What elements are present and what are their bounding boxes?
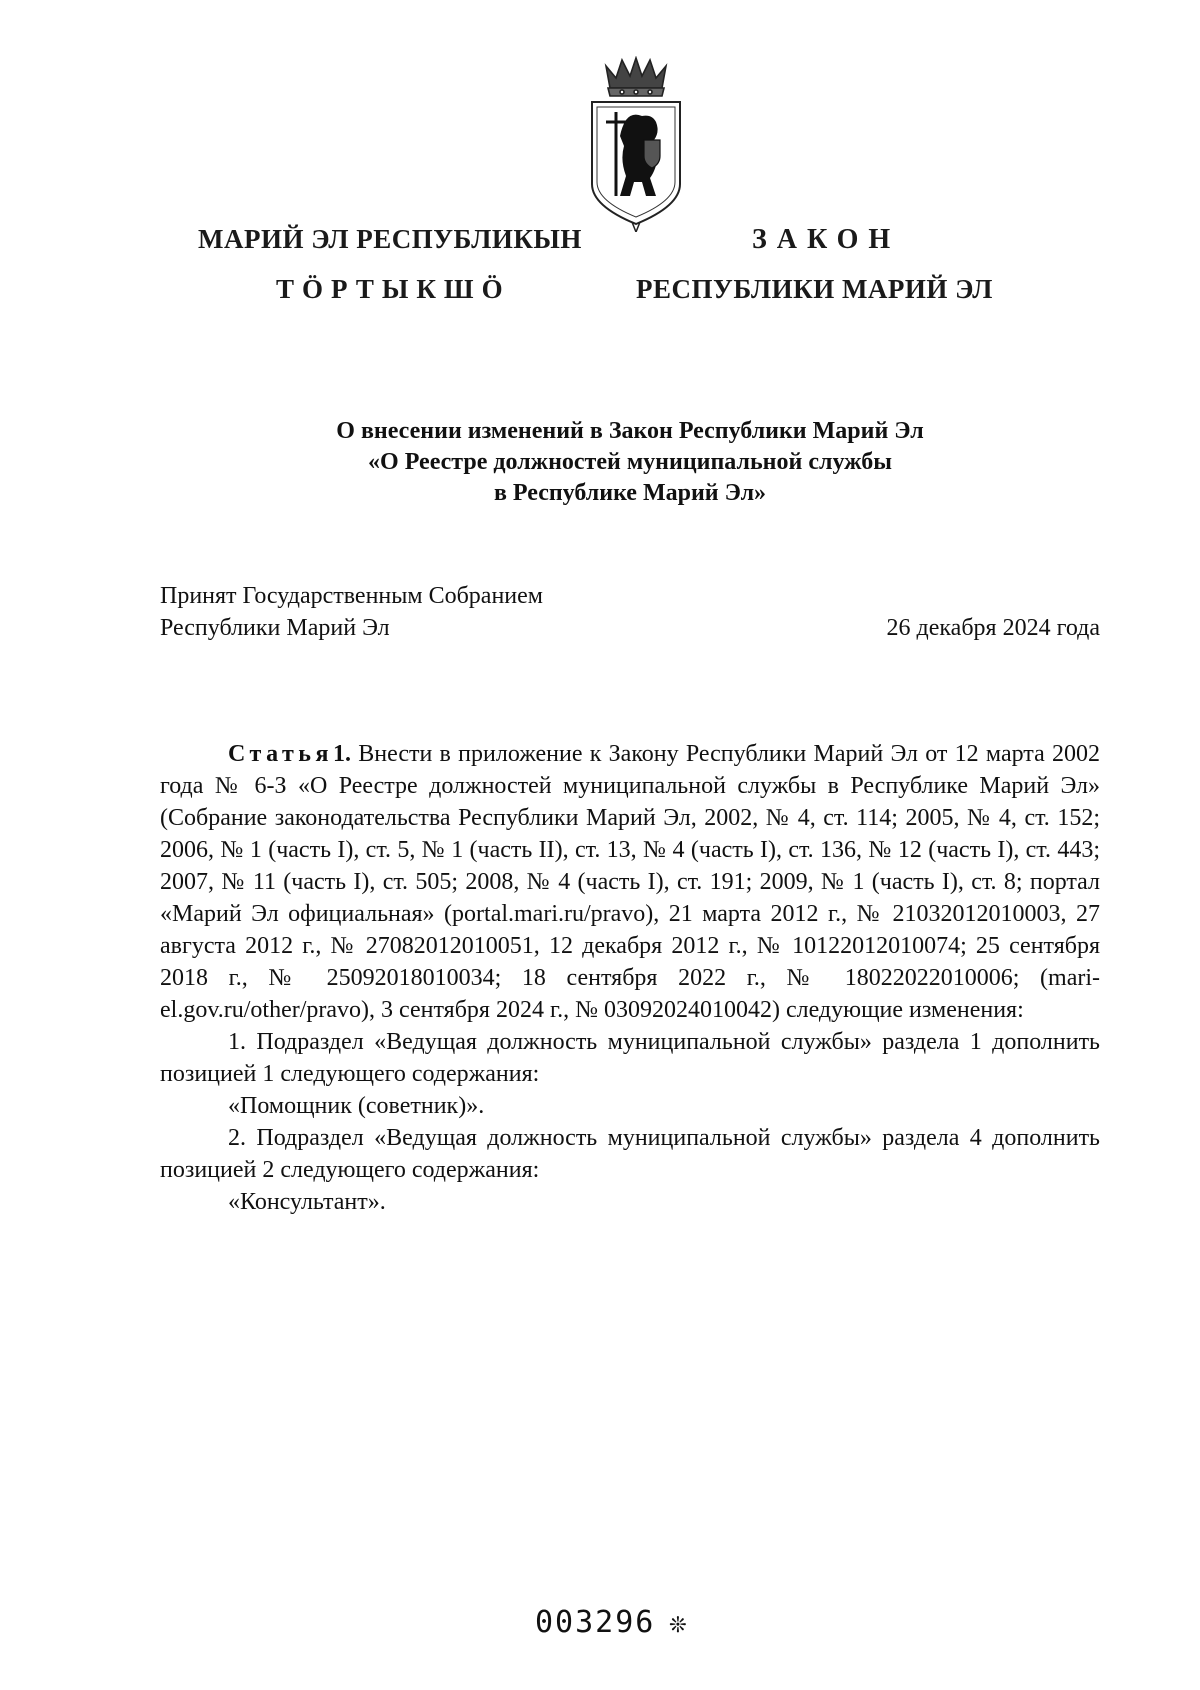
article-label: Статья bbox=[228, 741, 333, 767]
document-body bbox=[160, 738, 1100, 1218]
item-2-quote: «Консультант». bbox=[228, 1189, 386, 1215]
adoption-block bbox=[160, 580, 1100, 644]
article-1-paragraph bbox=[160, 738, 1100, 1026]
header-left-line2: ТӦРТЫКШӦ bbox=[276, 274, 511, 304]
adoption-date: 26 декабря 2024 года bbox=[886, 615, 1100, 641]
item-2: 2. Подраздел «Ведущая должность муниципальной службы» раздела 4 дополнить позицией 2 следующего содержания: bbox=[160, 1125, 1100, 1183]
serial-mark-icon: ❊ bbox=[669, 1606, 687, 1639]
header-left-line1: МАРИЙ ЭЛ РЕСПУБЛИКЫН bbox=[198, 224, 582, 254]
serial-number bbox=[535, 1605, 686, 1640]
item-1-quote: «Помощник (советник)». bbox=[228, 1093, 485, 1119]
article-1-text: Внести в приложение к Закону Республики Марий Эл от 12 марта 2002 года № 6-З «О Реестре должностей муниципальной службы в Республике Марий Эл» (Собрание законодательства Республики Марий Эл, 2002, № 4, ст. 114; 2005, № 4, ст. 152; 2006, № 1 (часть I), ст. 5, № 1 (часть II), ст. 13, № 4 (часть I), ст. 136, № 12 (часть I), ст. 443; 2007, № 11 (часть I), ст. 505; 2008, № 4 (часть I), ст. 191; 2009, № 1 (часть I), ст. 8; портал «Марий Эл официальная» (portal.mari.ru/pravo), 21 марта 2012 г., № 21032012010003, 27 августа 2012 г., № 27082012010051, 12 декабря 2012 г., № 10122012010074; 25 сентября 2018 г., № 25092018010034; 18 сентября 2022 г., № 18022022010006; (mari-el.gov.ru/other/pravo), 3 сентября 2024 г., № 03092024010042) следующие изменения: bbox=[160, 741, 1100, 1023]
article-number: 1. bbox=[332, 741, 351, 767]
header-right-line2: РЕСПУБЛИКИ МАРИЙ ЭЛ bbox=[636, 274, 993, 304]
document-title bbox=[160, 416, 1100, 509]
serial-digits: 003296 bbox=[535, 1605, 656, 1640]
title-line2: «О Реестре должностей муниципальной службы bbox=[368, 449, 892, 475]
title-line3: в Республике Марий Эл» bbox=[493, 480, 767, 506]
adopted-line2: Республики Марий Эл bbox=[160, 615, 390, 641]
title-line1: О внесении изменений в Закон Республики Марий Эл bbox=[336, 418, 924, 444]
adopted-line1: Принят Государственным Собранием bbox=[160, 583, 543, 609]
coat-of-arms-icon bbox=[586, 56, 686, 232]
header-right-line1: ЗАКОН bbox=[752, 224, 901, 255]
item-1: 1. Подраздел «Ведущая должность муниципальной службы» раздела 1 дополнить позицией 1 следующего содержания: bbox=[160, 1029, 1100, 1087]
